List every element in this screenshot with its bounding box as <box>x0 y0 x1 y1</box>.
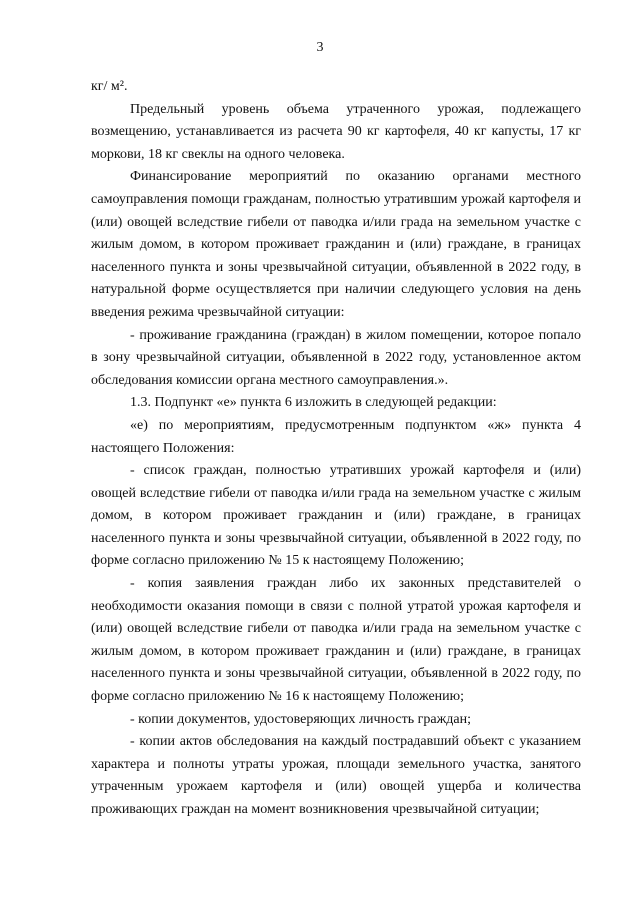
paragraph-list-citizens: - список граждан, полностью утративших урожай картофеля и (или) овощей вследствие гибели от паводка и/или града на земельном участке с жилым домом, в котором проживает гражданин и (или) граждане, в границах населенного пункта и зоны чрезвычайной ситуации, объявленной в 2022 году, по форме согласно приложению № 15 к настоящему Положению; <box>91 463 581 569</box>
page-number: 3 <box>316 40 324 55</box>
paragraph-continuation: кг/ м². <box>91 79 128 94</box>
paragraph-inspection-acts: - копии актов обследования на каждый пострадавший объект с указанием характера и полноты утраты урожая, площади земельного участка, занятого утраченным урожаем картофеля и (или) овощей ущерба и количества проживающих граждан на момент возникновения чрезвычайной ситуации; <box>91 734 581 817</box>
paragraph-subitem-e: «е) по мероприятиям, предусмотренным подпунктом «ж» пункта 4 настоящего Положения: <box>91 417 581 456</box>
paragraph-financing: Финансирование мероприятий по оказанию органами местного самоуправления помощи гражданам, полностью утратившим урожай картофеля и (или) овощей вследствие гибели от паводка и/или града на земельном участке с жилым домом, в котором проживает гражданин и (или) граждане, в границах населенного пункта и зоны чрезвычайной ситуации, объявленной в 2022 году, в натуральной форме осуществляется при наличии следующего условия на день введения режима чрезвычайной ситуации: <box>91 169 581 320</box>
paragraph-application-copy: - копия заявления граждан либо их законных представителей о необходимости оказания помощи в связи с полной утратой урожая картофеля и (или) овощей вследствие гибели от паводка и/или града на земельном участке с жилым домом, в котором проживает гражданин и (или) граждане, в границах населенного пункта и зоны чрезвычайной ситуации, объявленной в 2022 году, по форме согласно приложению № 16 к настоящему Положению; <box>91 576 581 705</box>
paragraph-compensation-limit: Предельный уровень объема утраченного урожая, подлежащего возмещению, устанавливается из расчета 90 кг картофеля, 40 кг капусты, 17 кг моркови, 18 кг свеклы на одного человека. <box>91 101 581 162</box>
paragraph-section-1-3: 1.3. Подпункт «е» пункта 6 изложить в следующей редакции: <box>130 395 497 411</box>
paragraph-residence-condition: - проживание гражданина (граждан) в жилом помещении, которое попало в зону чрезвычайной ситуации, объявленной в 2022 году, установленное актом обследования комиссии органа местного самоуправления.». <box>91 327 581 388</box>
document-body <box>91 76 581 822</box>
paragraph-identity-documents: - копии документов, удостоверяющих личность граждан; <box>130 711 471 727</box>
